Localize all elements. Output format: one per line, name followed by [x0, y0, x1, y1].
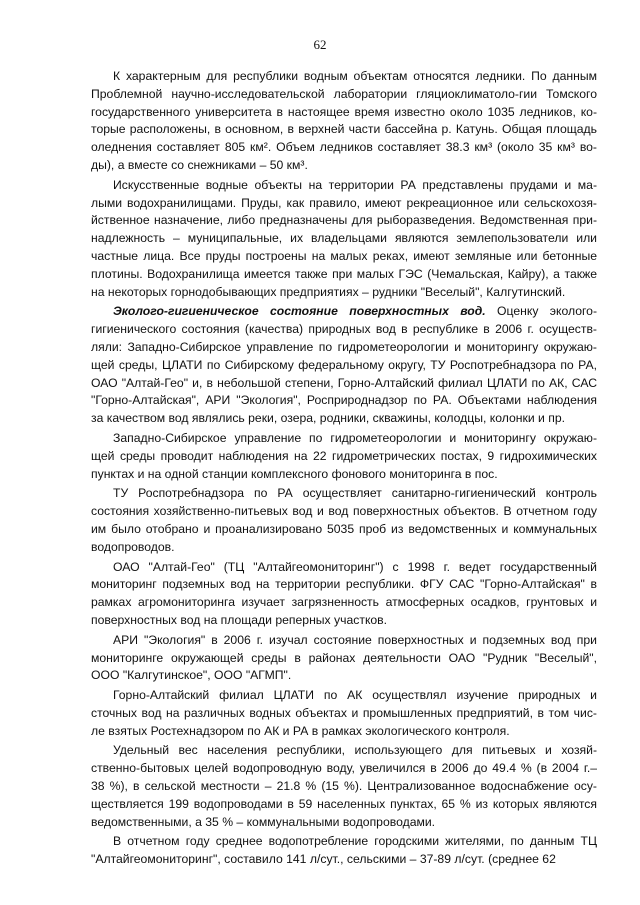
paragraph-ari-ecology [91, 632, 597, 685]
text-line: гигиенического состояния (качества) природных вод в республике в 2006 г. осуществ- [91, 322, 597, 337]
paragraph-clati-filial [91, 687, 597, 740]
body-text [91, 68, 597, 869]
text-line: мониторинге окружающей среды в районах деятельности ОАО "Рудник "Веселый", [91, 650, 597, 665]
text-line: мониторинг подземных вод на территории республики. ФГУ САС "Горно-Алтайская" в [91, 577, 597, 592]
text-line: йственное назначение, либо предназначены для рыборазведения. Ведомственная при- [91, 213, 597, 228]
paragraph-glaciers [91, 68, 597, 175]
paragraph-water-supply [91, 742, 597, 831]
text-line: щей среды, ЦЛАТИ по Сибирскому федеральному округу, ТУ Роспотребнадзора по РА, [91, 357, 597, 372]
text-line: Искусственные водные объекты на территории РА представлены прудами и ма- [113, 177, 597, 192]
text-line: Проблемной научно-исследовательской лаборатории гляциоклиматоло-гии Томского [91, 86, 597, 101]
text-line: "Горно-Алтайская", АРИ "Экология", Росприроднадзор по РА. Объектами наблюдения [91, 393, 597, 408]
text-line: 38 %), в сельской местности – 21.8 % (15 %). Централизованное водоснабжение осу- [91, 779, 597, 794]
text-line: К характерным для республики водным объектам относятся ледники. По данным [113, 69, 597, 83]
text-line: государственного университета в настоящее время известно около 1035 ледников, ко- [91, 104, 597, 119]
paragraph-consumption [91, 833, 597, 869]
text-line: торые расположены, в основном, в верхней части бассейна р. Катунь. Общая площадь [91, 122, 597, 137]
text-line: поверхностных вод на площади реперных участков. [91, 612, 388, 627]
text-line: лыми водохранилищами. Пруды, как правило, имеют рекреационное или сельскохозя- [91, 195, 597, 210]
text-line: надлежность – муниципальные, их владельцами являются землепользователи или [91, 231, 597, 246]
text-line: водопроводов. [91, 539, 175, 554]
paragraph-altai-geo [91, 559, 597, 630]
text-line: сточных вод на различных водных объектах и промышленных предприятий, в том чис- [91, 705, 597, 720]
text-line: В отчетном году среднее водопотребление городскими жителями, по данным ТЦ [113, 834, 597, 849]
text-line: на некоторых горнодобывающих предприятиях – рудники "Веселый", Калгутинский. [91, 284, 566, 299]
text-line: АРИ "Экология" в 2006 г. изучал состояние поверхностных и подземных вод при [113, 632, 597, 647]
text-line [91, 303, 597, 321]
paragraph-ecological-state [91, 303, 597, 428]
text-line: им было отобрано и проанализировано 5035 проб из ведомственных и коммунальных [91, 521, 597, 536]
text-line: ществляется 199 водопроводами в 59 населенных пунктах, 65 % из которых являются [91, 796, 597, 811]
text-line: Горно-Алтайский филиал ЦЛАТИ по АК осуществлял изучение природных и [113, 688, 597, 703]
section-heading: Эколого-гигиеническое состояние поверхностных вод. [113, 304, 486, 319]
text-line: ле взятых Ростехнадзором по АК и РА в рамках экологического контроля. [91, 723, 510, 738]
paragraph-rospotrebnadzor [91, 485, 597, 556]
text-line: ды), а вместе со снежниками – 50 км³. [91, 157, 308, 172]
text-line: рамках агромониторинга изучает загрязненность атмосферных осадков, грунтовых и [91, 595, 597, 610]
text-line: оледнения составляет 805 км². Объем ледников составляет 38.3 км³ (около 35 км³ во- [91, 140, 597, 155]
text-line: Западно-Сибирское управление по гидрометеорологии и мониторингу окружаю- [113, 430, 597, 445]
text-line: ТУ Роспотребнадзора по РА осуществляет санитарно-гигиенический контроль [113, 486, 597, 501]
text-line: Удельный вес населения республики, использующего для питьевых и хозяй- [113, 743, 597, 758]
text-line: плотины. Водохранилища имеется также при малых ГЭС (Чемальская, Кайру), а также [91, 266, 597, 281]
page-number: 62 [313, 37, 327, 52]
text-line: ООО "Калгутинское", ООО "АГМП". [91, 668, 292, 683]
text-line: ОАО "Алтай-Гео" и, в небольшой степени, Горно-Алтайский филиал ЦЛАТИ по АК, САС [91, 375, 597, 390]
text-line: ведомственными, а 35 % – коммунальными водопроводами. [91, 814, 436, 829]
text-line: частные лица. Все пруды построены на малых реках, имеют земляные или бетонные [91, 248, 597, 263]
text-line: щей среды проводит наблюдения на 22 гидрометрических постах, 9 гидрохимических [91, 448, 597, 463]
text-line: состояния хозяйственно-питьевых вод и вод поверхностных объектов. В отчетном году [91, 504, 597, 519]
text-run: Оценку эколого- [485, 304, 597, 319]
text-line: за качеством вод являлись реки, озера, родники, скважины, колодцы, колонки и пр. [91, 411, 566, 426]
text-line: ОАО "Алтай-Гео" (ТЦ "Алтайгеомониторинг") с 1998 г. ведет государственный [113, 559, 597, 574]
text-line: ственно-бытовых целей водопроводную воду, увеличился в 2006 до 49.4 % (в 2004 г.– [91, 761, 597, 776]
text-line: пунктах и на одной станции комплексного фонового мониторинга в пос. [91, 466, 498, 481]
text-line: ляли: Западно-Сибирское управление по гидрометеорологии и мониторингу окружаю- [91, 339, 597, 354]
text-line: "Алтайгеомониторинг", составило 141 л/сут., сельскими – 37-89 л/сут. (среднее 62 [91, 852, 556, 867]
paragraph-artificial-water-bodies [91, 177, 597, 302]
paragraph-zsugms [91, 430, 597, 483]
